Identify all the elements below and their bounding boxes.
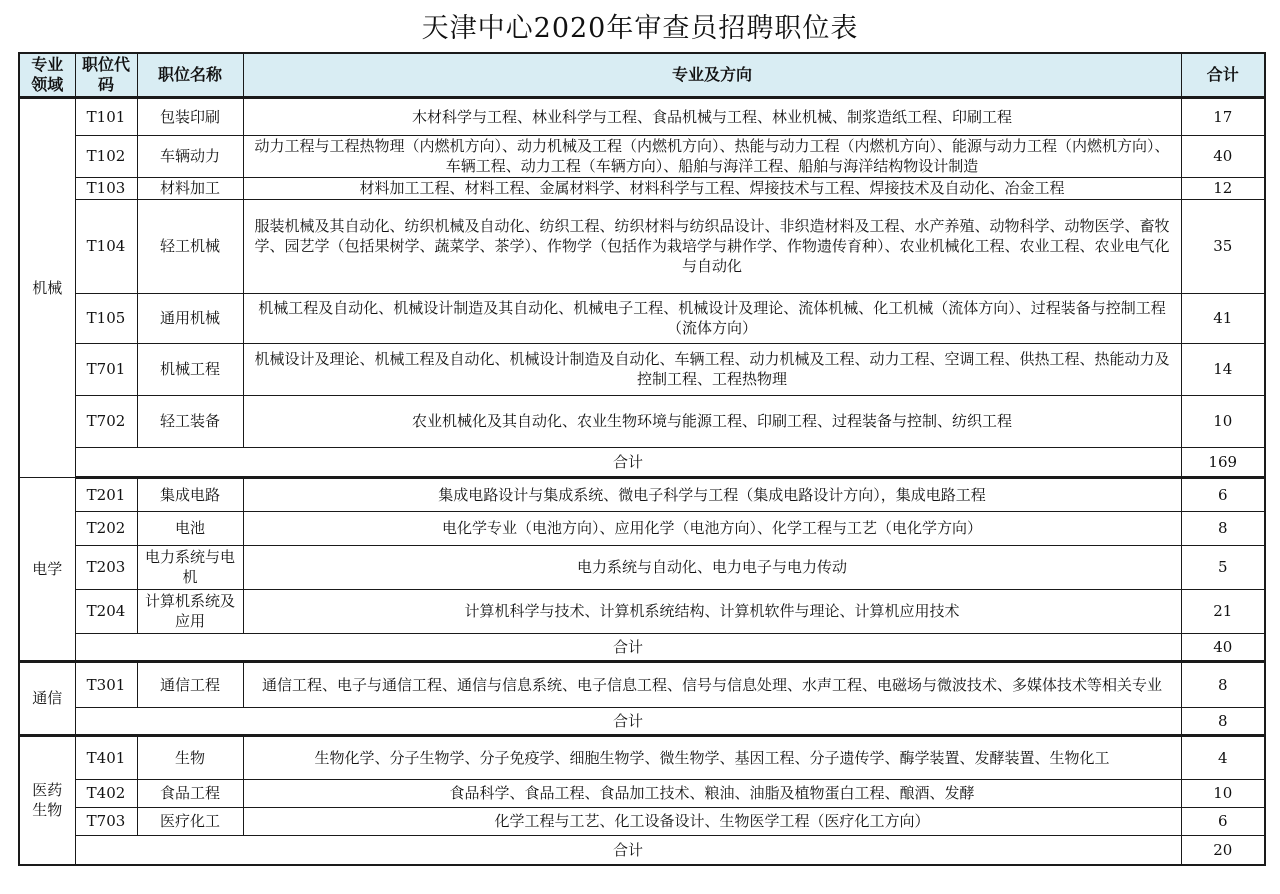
position-direction: 机械设计及理论、机械工程及自动化、机械设计制造及自动化、车辆工程、动力机械及工程、动力工程、空调工程、供热工程、热能动力及控制工程、工程热物理 bbox=[243, 343, 1181, 395]
subtotal-label: 合计 bbox=[75, 707, 1181, 735]
position-name: 集成电路 bbox=[137, 477, 243, 511]
position-code: T702 bbox=[75, 395, 137, 447]
table-row bbox=[19, 477, 1265, 511]
table-row bbox=[19, 199, 1265, 293]
position-total: 12 bbox=[1181, 177, 1265, 199]
header-direction: 专业及方向 bbox=[243, 53, 1181, 97]
position-name: 医疗化工 bbox=[137, 807, 243, 835]
header-code: 职位代码 bbox=[75, 53, 137, 97]
position-total: 40 bbox=[1181, 135, 1265, 177]
subtotal-label: 合计 bbox=[75, 447, 1181, 477]
subtotal-label: 合计 bbox=[75, 633, 1181, 661]
header-field: 专业领域 bbox=[19, 53, 75, 97]
position-total: 5 bbox=[1181, 545, 1265, 589]
header-total: 合计 bbox=[1181, 53, 1265, 97]
page-title: 天津中心2020年审查员招聘职位表 bbox=[421, 13, 859, 44]
position-direction: 农业机械化及其自动化、农业生物环境与能源工程、印刷工程、过程装备与控制、纺织工程 bbox=[243, 395, 1181, 447]
subtotal-value: 8 bbox=[1181, 707, 1265, 735]
table-row bbox=[19, 807, 1265, 835]
subtotal-row bbox=[19, 633, 1265, 661]
table-row bbox=[19, 779, 1265, 807]
position-name: 轻工机械 bbox=[137, 199, 243, 293]
position-direction: 电化学专业（电池方向）、应用化学（电池方向）、化学工程与工艺（电化学方向） bbox=[243, 511, 1181, 545]
position-direction: 机械工程及自动化、机械设计制造及其自动化、机械电子工程、机械设计及理论、流体机械、化工机械（流体方向）、过程装备与控制工程（流体方向） bbox=[243, 293, 1181, 343]
section-field: 电学 bbox=[19, 477, 75, 661]
position-name: 通用机械 bbox=[137, 293, 243, 343]
table-row bbox=[19, 735, 1265, 779]
position-direction: 化学工程与工艺、化工设备设计、生物医学工程（医疗化工方向） bbox=[243, 807, 1181, 835]
position-direction: 材料加工工程、材料工程、金属材料学、材料科学与工程、焊接技术与工程、焊接技术及自动化、冶金工程 bbox=[243, 177, 1181, 199]
position-name: 包装印刷 bbox=[137, 97, 243, 135]
table-row bbox=[19, 661, 1265, 707]
position-code: T101 bbox=[75, 97, 137, 135]
table-row bbox=[19, 177, 1265, 199]
table-row bbox=[19, 589, 1265, 633]
table-row bbox=[19, 395, 1265, 447]
position-total: 17 bbox=[1181, 97, 1265, 135]
position-name: 轻工装备 bbox=[137, 395, 243, 447]
position-name: 车辆动力 bbox=[137, 135, 243, 177]
position-code: T204 bbox=[75, 589, 137, 633]
header-name: 职位名称 bbox=[137, 53, 243, 97]
header-row bbox=[19, 53, 1265, 97]
position-name: 通信工程 bbox=[137, 661, 243, 707]
subtotal-row bbox=[19, 707, 1265, 735]
position-code: T103 bbox=[75, 177, 137, 199]
position-name: 食品工程 bbox=[137, 779, 243, 807]
position-direction: 电力系统与自动化、电力电子与电力传动 bbox=[243, 545, 1181, 589]
position-total: 14 bbox=[1181, 343, 1265, 395]
position-direction: 食品科学、食品工程、食品加工技术、粮油、油脂及植物蛋白工程、酿酒、发酵 bbox=[243, 779, 1181, 807]
position-direction: 计算机科学与技术、计算机系统结构、计算机软件与理论、计算机应用技术 bbox=[243, 589, 1181, 633]
position-direction: 服装机械及其自动化、纺织机械及自动化、纺织工程、纺织材料与纺织品设计、非织造材料及工程、水产养殖、动物科学、动物医学、畜牧学、园艺学（包括果树学、蔬菜学、茶学）、作物学（包括作为栽培学与耕作学、作物遗传育种）、农业机械化工程、农业工程、农业电气化与自动化 bbox=[243, 199, 1181, 293]
position-name: 机械工程 bbox=[137, 343, 243, 395]
position-total: 8 bbox=[1181, 511, 1265, 545]
subtotal-row bbox=[19, 835, 1265, 865]
table-row bbox=[19, 545, 1265, 589]
position-code: T701 bbox=[75, 343, 137, 395]
section-field: 医药生物 bbox=[19, 735, 75, 865]
position-code: T102 bbox=[75, 135, 137, 177]
position-total: 41 bbox=[1181, 293, 1265, 343]
table-row bbox=[19, 135, 1265, 177]
position-name: 电力系统与电机 bbox=[137, 545, 243, 589]
position-total: 8 bbox=[1181, 661, 1265, 707]
position-name: 生物 bbox=[137, 735, 243, 779]
position-name: 计算机系统及应用 bbox=[137, 589, 243, 633]
position-code: T401 bbox=[75, 735, 137, 779]
table-row bbox=[19, 293, 1265, 343]
position-code: T201 bbox=[75, 477, 137, 511]
position-code: T203 bbox=[75, 545, 137, 589]
position-total: 10 bbox=[1181, 395, 1265, 447]
position-code: T105 bbox=[75, 293, 137, 343]
position-total: 6 bbox=[1181, 807, 1265, 835]
table-row bbox=[19, 343, 1265, 395]
position-code: T104 bbox=[75, 199, 137, 293]
position-total: 10 bbox=[1181, 779, 1265, 807]
position-table bbox=[18, 52, 1266, 866]
section-field: 机械 bbox=[19, 97, 75, 477]
position-direction: 木材科学与工程、林业科学与工程、食品机械与工程、林业机械、制浆造纸工程、印刷工程 bbox=[243, 97, 1181, 135]
position-direction: 动力工程与工程热物理（内燃机方向）、动力机械及工程（内燃机方向）、热能与动力工程（内燃机方向）、能源与动力工程（内燃机方向）、车辆工程、动力工程（车辆方向）、船舶与海洋工程、船舶与海洋结构物设计制造 bbox=[243, 135, 1181, 177]
position-direction: 生物化学、分子生物学、分子免疫学、细胞生物学、微生物学、基因工程、分子遗传学、酶学装置、发酵装置、生物化工 bbox=[243, 735, 1181, 779]
position-total: 21 bbox=[1181, 589, 1265, 633]
subtotal-value: 20 bbox=[1181, 835, 1265, 865]
position-direction: 集成电路设计与集成系统、微电子科学与工程（集成电路设计方向），集成电路工程 bbox=[243, 477, 1181, 511]
position-total: 6 bbox=[1181, 477, 1265, 511]
position-code: T301 bbox=[75, 661, 137, 707]
position-total: 4 bbox=[1181, 735, 1265, 779]
subtotal-row bbox=[19, 447, 1265, 477]
position-code: T402 bbox=[75, 779, 137, 807]
section-field: 通信 bbox=[19, 661, 75, 735]
position-name: 材料加工 bbox=[137, 177, 243, 199]
position-total: 35 bbox=[1181, 199, 1265, 293]
subtotal-value: 169 bbox=[1181, 447, 1265, 477]
subtotal-value: 40 bbox=[1181, 633, 1265, 661]
subtotal-label: 合计 bbox=[75, 835, 1181, 865]
position-code: T202 bbox=[75, 511, 137, 545]
position-name: 电池 bbox=[137, 511, 243, 545]
table-row bbox=[19, 511, 1265, 545]
table-row bbox=[19, 97, 1265, 135]
position-code: T703 bbox=[75, 807, 137, 835]
position-direction: 通信工程、电子与通信工程、通信与信息系统、电子信息工程、信号与信息处理、水声工程、电磁场与微波技术、多媒体技术等相关专业 bbox=[243, 661, 1181, 707]
